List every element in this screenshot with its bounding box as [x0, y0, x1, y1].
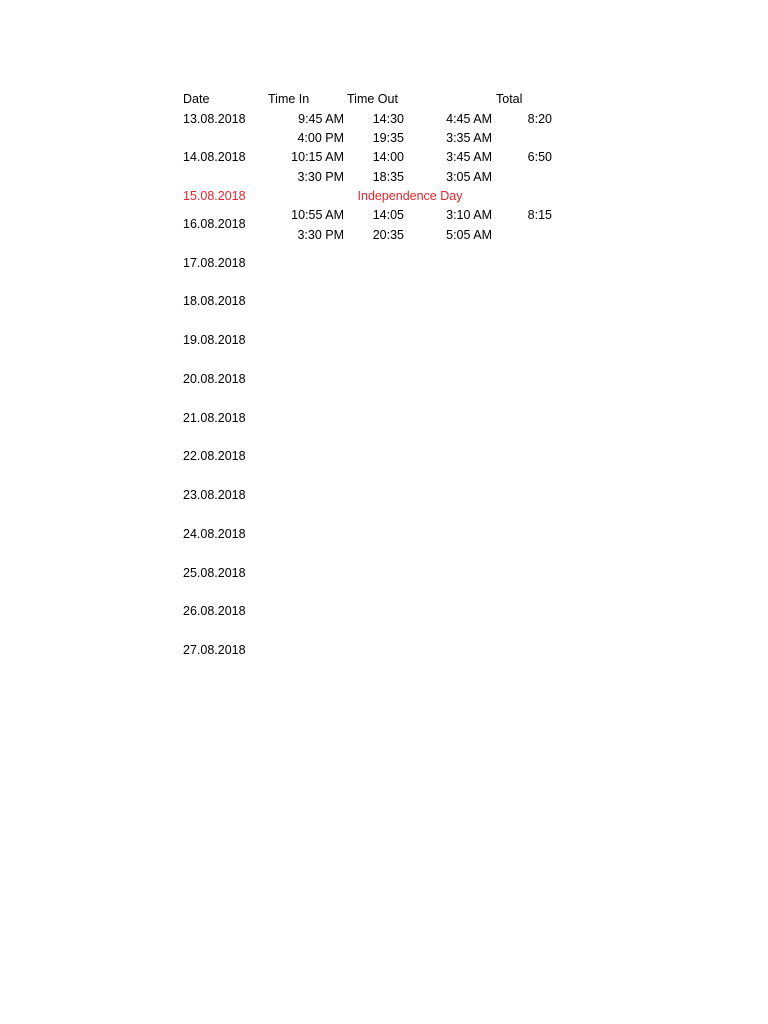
row-date: 16.08.2018: [183, 217, 246, 231]
row-date: 13.08.2018: [183, 112, 246, 126]
empty-date: 27.08.2018: [183, 643, 246, 657]
empty-date: 20.08.2018: [183, 372, 246, 386]
time-out: 18:35: [372, 170, 404, 184]
time-in: 9:45 AM: [298, 112, 344, 126]
empty-date: 18.08.2018: [183, 294, 246, 308]
empty-date: 24.08.2018: [183, 527, 246, 541]
time-out: 20:35: [372, 228, 404, 242]
time-out: 14:00: [372, 150, 404, 164]
row-date: 14.08.2018: [183, 150, 246, 164]
time-in: 3:30 PM: [297, 228, 344, 242]
header-time-in: Time In: [268, 92, 310, 106]
header-date: Date: [183, 92, 210, 106]
duration: 3:10 AM: [446, 208, 492, 222]
time-in: 4:00 PM: [297, 131, 344, 145]
time-in: 10:55 AM: [291, 208, 344, 222]
holiday-date: 15.08.2018: [183, 189, 246, 203]
empty-date: 26.08.2018: [183, 604, 246, 618]
time-out: 14:05: [372, 208, 404, 222]
day-total: 8:15: [527, 208, 552, 222]
time-in: 3:30 PM: [297, 170, 344, 184]
empty-date: 25.08.2018: [183, 566, 246, 580]
duration: 5:05 AM: [446, 228, 492, 242]
empty-date: 22.08.2018: [183, 449, 246, 463]
empty-date: 17.08.2018: [183, 256, 246, 270]
duration: 4:45 AM: [446, 112, 492, 126]
empty-date: 23.08.2018: [183, 488, 246, 502]
header-time-out: Time Out: [347, 92, 398, 106]
time-out: 14:30: [372, 112, 404, 126]
day-total: 8:20: [527, 112, 552, 126]
empty-date: 21.08.2018: [183, 411, 246, 425]
duration: 3:05 AM: [446, 170, 492, 184]
duration: 3:45 AM: [446, 150, 492, 164]
holiday-note: Independence Day: [357, 189, 463, 203]
header-total: Total: [496, 92, 523, 106]
time-out: 19:35: [372, 131, 404, 145]
empty-date: 19.08.2018: [183, 333, 246, 347]
duration: 3:35 AM: [446, 131, 492, 145]
time-in: 10:15 AM: [291, 150, 344, 164]
day-total: 6:50: [527, 150, 552, 164]
